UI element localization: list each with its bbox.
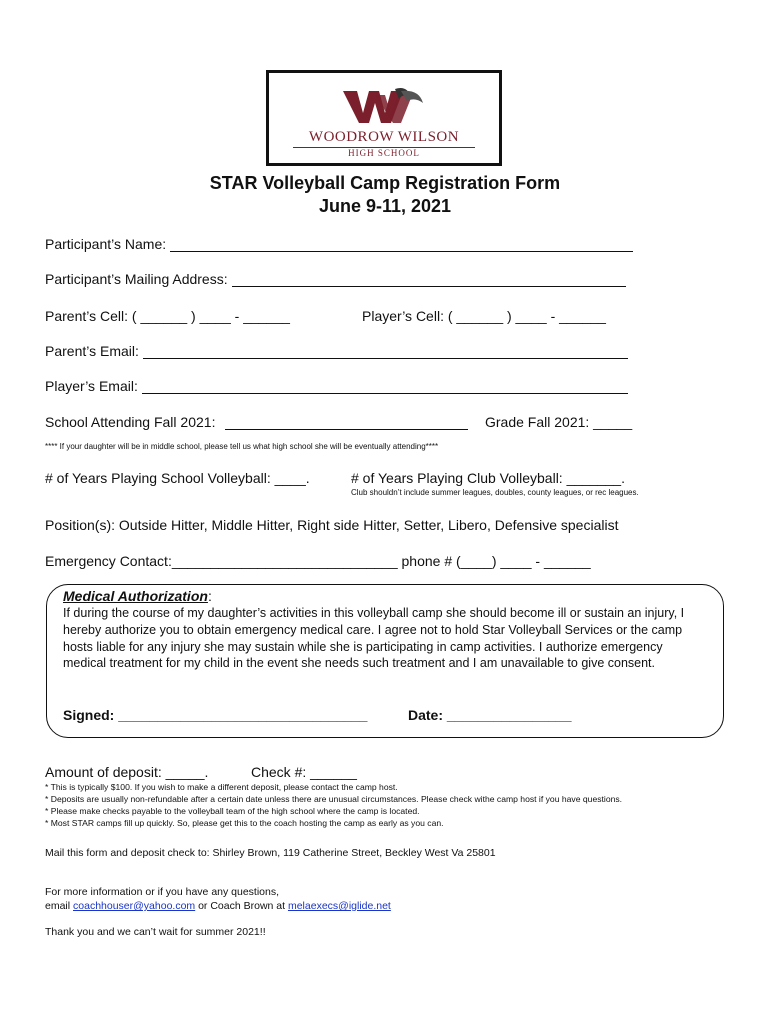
email-middle: or Coach Brown at (195, 900, 288, 912)
parent-email-field[interactable] (143, 344, 628, 359)
medical-title-row (63, 588, 212, 606)
medical-consent-text: If during the course of my daughter’s activities in this volleyball camp she should become ill or sustain an injury, I hereby authorize you to obtain emergency medical care. I agree not to hold Star Volleyball Services or the camp hosts liable for any injury she may sustain while she is participating in camp activities. I authorize emergency medical treatment for my child in the event she needs such treatment and I am unavailable to give consent. (63, 606, 685, 671)
club-note: Club shouldn’t include summer leagues, doubles, county leagues, or rec leagues. (351, 488, 639, 497)
deposit-note: * Please make checks payable to the volleyball team of the high school where the camp is located. (45, 806, 420, 816)
grade-field[interactable]: Grade Fall 2021: _____ (485, 414, 633, 430)
emergency-contact-field[interactable]: Emergency Contact:_____________________________ phone # (____) ____ - ______ (45, 553, 591, 569)
player-email-row (45, 378, 628, 394)
deposit-note: * This is typically $100. If you wish to make a different deposit, please contact the camp host. (45, 782, 398, 792)
parent-email-row (45, 343, 628, 359)
medical-title: Medical Authorization (63, 588, 208, 604)
mailing-address-row (45, 271, 626, 287)
school-field[interactable] (225, 415, 468, 430)
deposit-note: * Most STAR camps fill up quickly. So, please get this to the coach hosting the camp as early as you can. (45, 818, 444, 828)
school-logo (266, 70, 502, 166)
form-title: STAR Volleyball Camp Registration Form (209, 173, 561, 193)
player-email-field[interactable] (142, 379, 628, 394)
participant-name-label: Participant’s Name: (45, 236, 167, 252)
player-email-label: Player’s Email: (45, 378, 138, 394)
player-cell-field[interactable]: Player’s Cell: ( ______ ) ____ - ______ (362, 308, 606, 324)
logo-school-subtitle: HIGH SCHOOL (348, 148, 420, 158)
school-row (45, 414, 468, 430)
deposit-notes (45, 781, 622, 829)
mailing-address-label: Participant’s Mailing Address: (45, 271, 228, 287)
participant-name-row (45, 236, 633, 252)
email-link-coachhouser[interactable]: coachhouser@yahoo.com (73, 900, 196, 912)
school-label: School Attending Fall 2021: (45, 414, 216, 430)
email-link-melaexecs[interactable]: melaexecs@iglide.net (287, 900, 391, 912)
ww-emblem-icon (341, 87, 427, 127)
middle-school-note: **** If your daughter will be in middle school, please tell us what high school she will be eventually attending**** (45, 442, 439, 451)
info-line: For more information or if you have any questions, (45, 886, 280, 898)
logo-school-name: WOODROW WILSON (308, 129, 460, 145)
medical-title-colon: : (207, 588, 212, 604)
years-school-field[interactable]: # of Years Playing School Volleyball: ____. (45, 470, 310, 486)
thank-you-text: Thank you and we can’t wait for summer 2021!! (45, 926, 266, 938)
signature-field[interactable]: Signed: ________________________________ (63, 707, 368, 723)
mailing-instructions: Mail this form and deposit check to: Shirley Brown, 119 Catherine Street, Beckley West Va 25801 (45, 847, 496, 859)
deposit-note: * Deposits are usually non-refundable after a certain date unless there are unusual circumstances. Please check withe camp host if you have questions. (45, 794, 623, 804)
years-club-field[interactable]: # of Years Playing Club Volleyball: _______. (351, 470, 625, 486)
parent-cell-field[interactable]: Parent’s Cell: ( ______ ) ____ - ______ (45, 308, 290, 324)
signature-date-field[interactable]: Date: ________________ (408, 707, 572, 723)
parent-email-label: Parent’s Email: (45, 343, 139, 359)
contact-email-row (45, 900, 391, 912)
deposit-amount-field[interactable]: Amount of deposit: _____. (45, 764, 209, 780)
form-date: June 9-11, 2021 (318, 196, 452, 216)
email-prefix: email (45, 900, 74, 912)
participant-name-field[interactable] (170, 237, 633, 252)
positions-text: Position(s): Outside Hitter, Middle Hitter, Right side Hitter, Setter, Libero, Defensive specialist (45, 517, 619, 533)
mailing-address-field[interactable] (232, 272, 626, 287)
check-number-field[interactable]: Check #: ______ (251, 764, 357, 780)
